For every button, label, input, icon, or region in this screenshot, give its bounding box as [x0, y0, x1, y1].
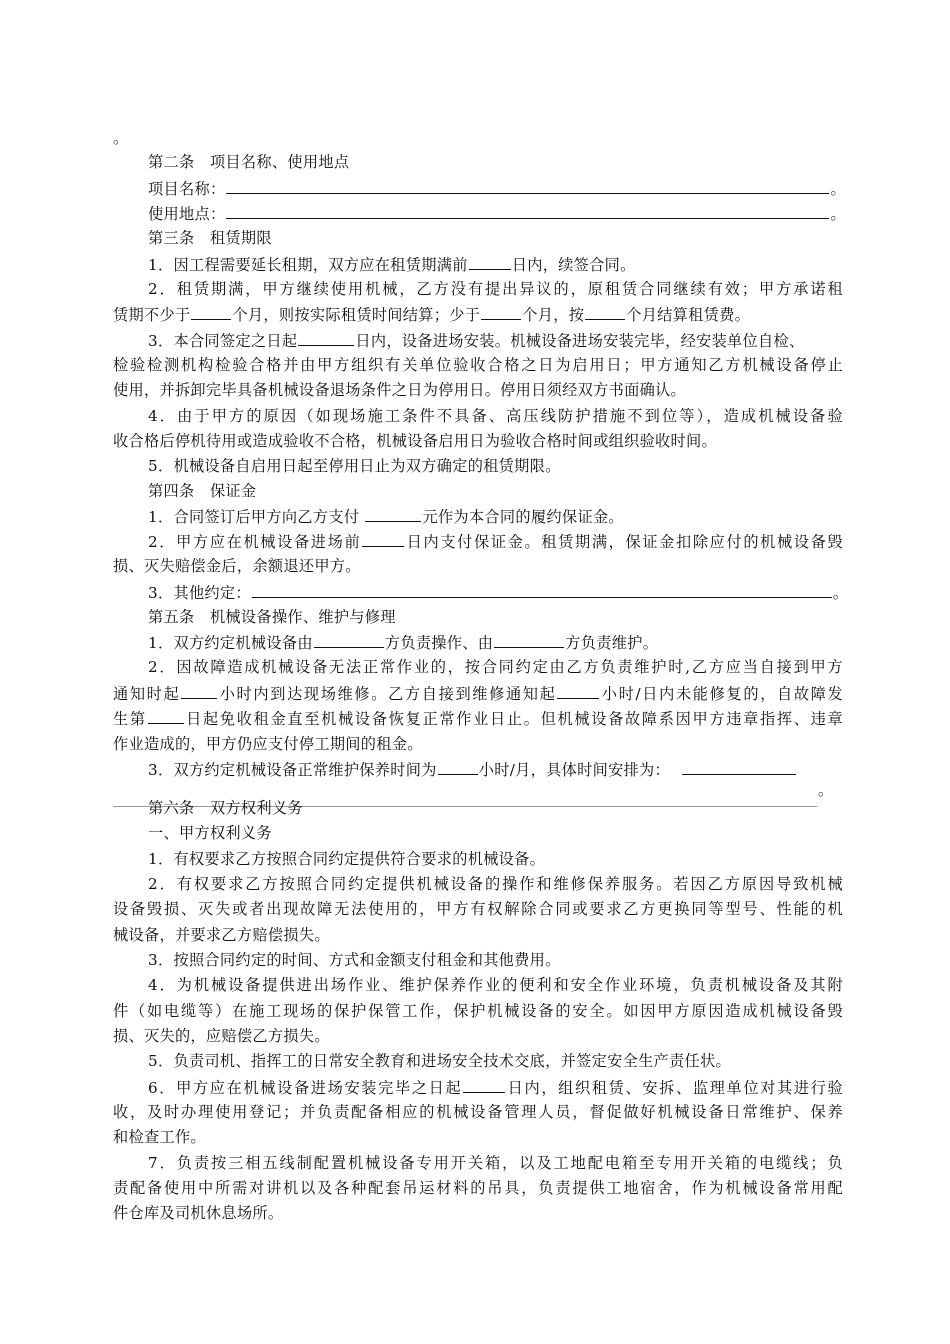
art5-p2-text-c: 小时/日内未能修复的，自故障发 [600, 685, 843, 703]
article-3-title: 第三条 租赁期限 [148, 229, 272, 247]
art6-p7-line3: 件仓库及司机休息场所。 [113, 1204, 284, 1222]
art5-p2-line2 [113, 683, 843, 704]
art5-p3-end: 。 [818, 781, 834, 799]
art6-p4-line3: 损、灭失的，应赔偿乙方损失。 [113, 1027, 330, 1045]
art3-p2-line1: 2．租赁期满，甲方继续使用机械，乙方没有提出异议的，原租赁合同继续有效；甲方承诺租 [148, 280, 843, 298]
maintenance-schedule-blank[interactable] [682, 759, 796, 775]
art3-p1-text-b: 日内，续签合同。 [511, 256, 636, 274]
art6-p6-line3: 和检查工作。 [113, 1128, 206, 1146]
art6-p7-line2: 责配备使用中所需对讲机以及各种配套吊运材料的吊具，负责提供工地宿舍，作为机械设备常用配 [113, 1179, 843, 1197]
less-months-blank[interactable] [481, 304, 521, 320]
use-site-end: 。 [830, 205, 846, 223]
art3-p2-text-c: 个月，按 [522, 306, 585, 324]
art3-p1 [113, 254, 878, 275]
art6-p6-line2: 收，及时办理使用登记；并负责配备相应的机械设备管理人员，督促做好机械设备日常维护、保养 [113, 1103, 843, 1121]
art5-p3-text-a: 3．双方约定机械设备正常维护保养时间为 [148, 761, 437, 779]
art6-p2-line2: 设备毁损、灭失或者出现故障无法使用的，甲方有权解除合同或要求乙方更换同等型号、性能的机 [113, 900, 843, 918]
art5-p3-text-b: 小时/月，具体时间安排为： [478, 761, 671, 779]
article-4-title: 第四条 保证金 [148, 482, 257, 500]
art6-p6-text-b: 日内，组织租赁、安拆、监理单位对其进行验 [506, 1079, 844, 1097]
art5-p2-text-d: 生第 [113, 710, 147, 728]
art5-p2-line4: 作业造成的，甲方仍应支付停工期间的租金。 [113, 735, 423, 753]
art6-p6-text-a: 6．甲方应在机械设备进场安装完毕之日起 [148, 1079, 463, 1097]
install-days-blank[interactable] [298, 330, 354, 346]
art5-p2-line1: 2．因故障造成机械设备无法正常作业的，按合同约定由乙方负责维护时,乙方应当自接到甲方 [148, 658, 843, 676]
art5-p2-text-e: 日起免收租金直至机械设备恢复正常作业日止。但机械设备故障系因甲方违章指挥、违章 [184, 710, 843, 728]
use-site-label: 使用地点： [148, 205, 226, 223]
art5-p2-text-b: 小时内到达现场维修。乙方自接到维修通知起 [218, 685, 557, 703]
article-6-title: 第六条 双方权利义务 [148, 799, 303, 817]
art3-p3-line1 [113, 330, 878, 351]
project-name-line [113, 178, 878, 199]
project-name-end: 。 [830, 180, 846, 198]
art3-p4-line2: 收合格后停机待用或造成验收不合格，机械设备启用日为验收合格时间或组织验收时间。 [113, 432, 718, 450]
project-name-label: 项目名称： [148, 180, 226, 198]
art3-p3-text-b: 日内，设备进场安装。机械设备进场安装完毕，经安装单位自检、 [355, 332, 805, 350]
settle-months-blank[interactable] [585, 304, 625, 320]
article-2-title: 第二条 项目名称、使用地点 [148, 153, 350, 171]
art3-p2-line2 [113, 304, 843, 325]
art5-p1-text-b: 方负责操作、由 [384, 634, 494, 652]
deposit-amount-blank[interactable] [365, 506, 421, 522]
art3-p2-text-a: 赁期不少于 [113, 306, 191, 324]
registration-days-blank[interactable] [463, 1077, 505, 1093]
art3-p2-text-d: 个月结算租赁费。 [626, 306, 751, 324]
art4-p1-text-b: 元作为本合同的履约保证金。 [422, 508, 624, 526]
art3-p3-line3: 使用，并拆卸完毕具备机械设备退场条件之日为停用日。停用日须经双方书面确认。 [113, 381, 687, 399]
art4-p1 [113, 506, 878, 527]
art3-p5: 5．机械设备自启用日起至停用日止为双方确定的租赁期限。 [148, 457, 561, 475]
art4-p2-line1 [113, 531, 843, 552]
art5-p2-text-a: 通知时起 [113, 685, 181, 703]
art3-p3-text-a: 3．本合同签定之日起 [148, 332, 298, 350]
article-5-title: 第五条 机械设备操作、维护与修理 [148, 608, 396, 626]
other-terms-label: 3．其他约定： [148, 584, 251, 602]
deposit-days-blank[interactable] [362, 531, 404, 547]
rent-free-day-blank[interactable] [148, 708, 184, 724]
art3-p1-text-a: 1．因工程需要延长租期，双方应在租赁期满前 [148, 256, 468, 274]
art3-p2-text-b: 个月，则按实际租赁时间结算；少于 [232, 306, 481, 324]
art6-p4-line1: 4．为机械设备提供进出场作业、维护保养作业的便利和安全作业环境，负责机械设备及其附 [148, 976, 843, 994]
maintenance-hours-blank[interactable] [438, 759, 478, 775]
min-months-blank[interactable] [191, 304, 231, 320]
project-name-blank[interactable] [226, 178, 829, 194]
arrival-hours-blank[interactable] [181, 683, 217, 699]
operator-party-blank[interactable] [314, 632, 384, 648]
use-site-line [113, 203, 878, 224]
repair-time-blank[interactable] [557, 683, 599, 699]
use-site-blank[interactable] [226, 203, 829, 219]
art4-p2-text-b: 日内支付保证金。租赁期满，保证金扣除应付的机械设备毁 [405, 533, 843, 551]
other-terms-blank[interactable] [252, 582, 832, 598]
art6-p5: 5．负责司机、指挥工的日常安全教育和进场安全技术交底，并签定安全生产责任状。 [148, 1052, 731, 1070]
art4-p1-text-a: 1．合同签订后甲方向乙方支付 [148, 508, 360, 526]
art4-p2-text-a: 2．甲方应在机械设备进场前 [148, 533, 362, 551]
art5-p1 [113, 632, 878, 653]
art6-p2-line1: 2．有权要求乙方按照合同约定提供机械设备的操作和维修保养服务。若因乙方原因导致机械 [148, 875, 843, 893]
art5-p3 [113, 759, 878, 780]
party-a-subtitle: 一、甲方权利义务 [148, 824, 272, 842]
art6-p2-line3: 械设备，并要求乙方赔偿损失。 [113, 926, 330, 944]
art4-p3 [113, 582, 878, 603]
art6-p6-line1 [113, 1077, 843, 1098]
art5-p2-line3 [113, 708, 843, 729]
renewal-days-blank[interactable] [469, 254, 511, 270]
art3-p4-line1: 4．由于甲方的原因（如现场施工条件不具备、高压线防护措施不到位等），造成机械设备验 [148, 407, 843, 425]
art4-p2-line2: 损、灭失赔偿金后，余额退还甲方。 [113, 557, 361, 575]
art6-p7-line1: 7．负责按三相五线制配置机械设备专用开关箱，以及工地配电箱至专用开关箱的电缆线；负 [148, 1154, 843, 1172]
maintainer-party-blank[interactable] [494, 632, 564, 648]
lead-mark: 。 [113, 129, 129, 147]
art3-p3-line2: 检验检测机构检验合格并由甲方组织有关单位验收合格之日为启用日；甲方通知乙方机械设备停止 [113, 356, 843, 374]
art5-p1-text-c: 方负责维护。 [565, 634, 659, 652]
art5-p1-text-a: 1．双方约定机械设备由 [148, 634, 313, 652]
art6-p3: 3．按照合同约定的时间、方式和金额支付租金和其他费用。 [148, 951, 561, 969]
art4-p3-end: 。 [832, 584, 849, 602]
art6-p4-line2: 件（如电缆等）在施工现场的保护保管工作，保护机械设备的安全。如因甲方原因造成机械设备毁 [113, 1002, 843, 1020]
art6-p1: 1．有权要求乙方按照合同约定提供符合要求的机械设备。 [148, 850, 546, 868]
